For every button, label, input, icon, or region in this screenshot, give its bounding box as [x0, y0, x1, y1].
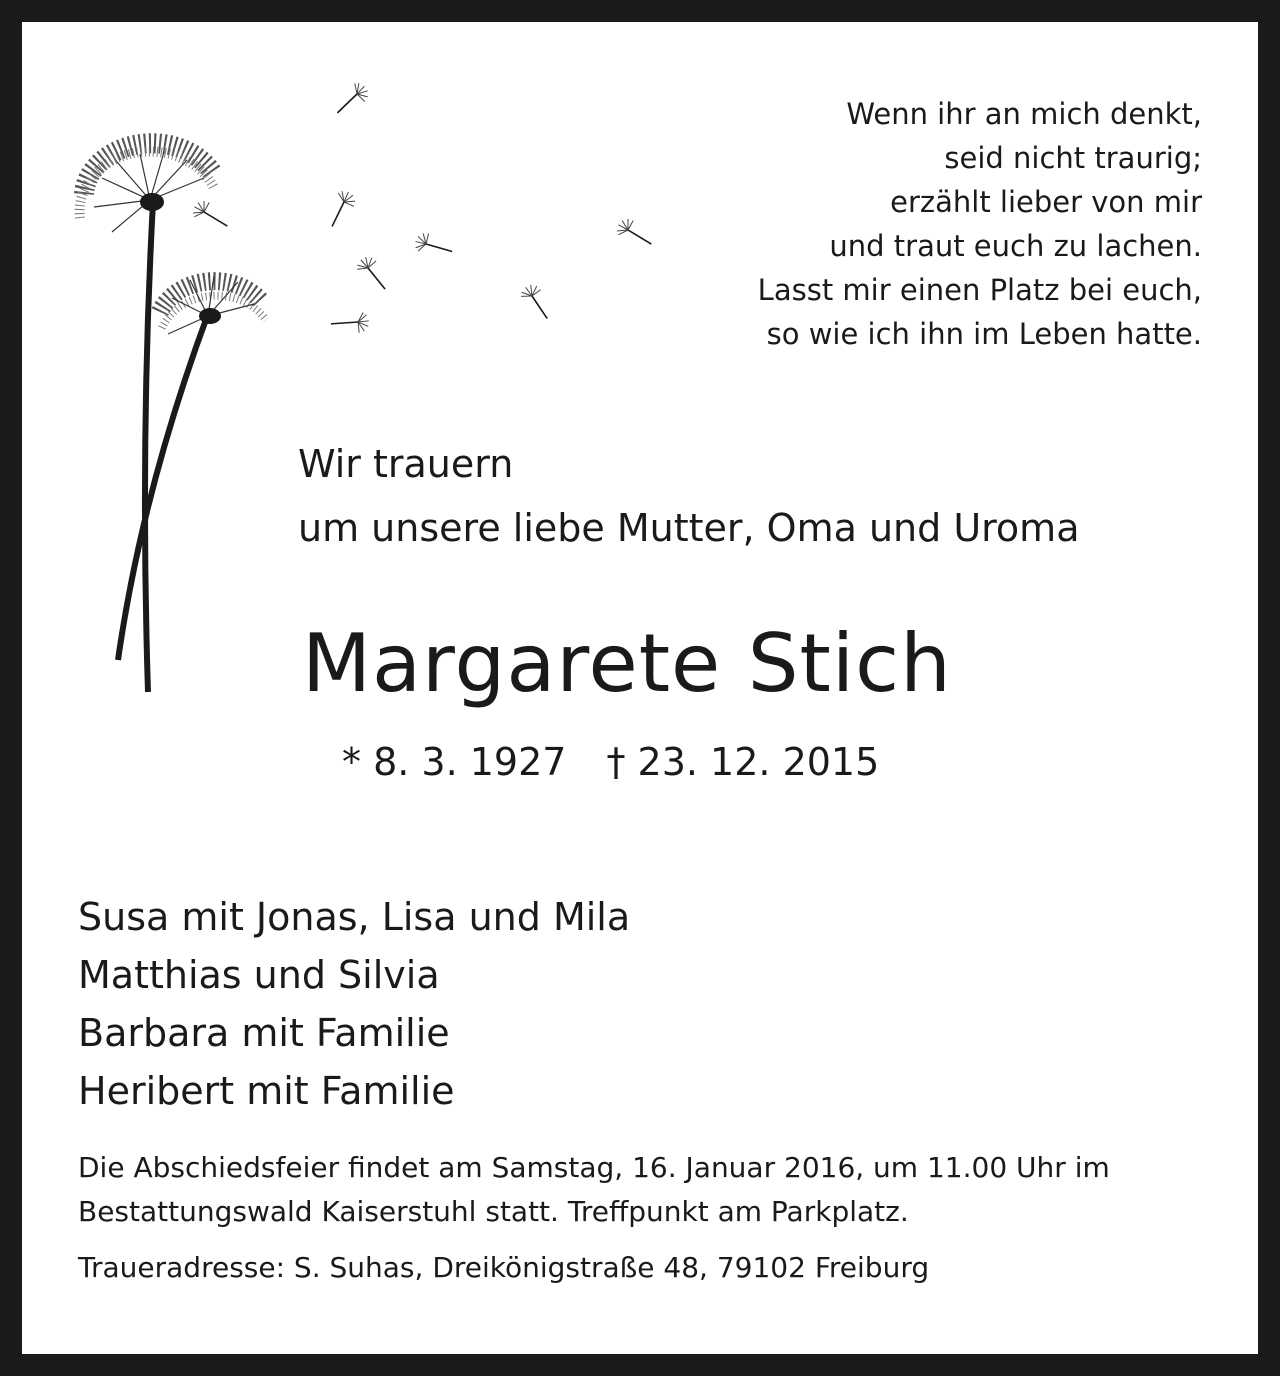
intro-line: um unsere liebe Mutter, Oma und Uroma: [298, 506, 1080, 550]
life-dates: [342, 736, 879, 788]
poem-line: erzählt lieber von mir: [890, 185, 1202, 219]
ceremony-notice: [78, 1146, 1208, 1234]
mourner-line: Susa mit Jonas, Lisa und Mila: [78, 895, 631, 939]
mourner-line: Matthias und Silvia: [78, 953, 440, 997]
poem-line: so wie ich ihn im Leben hatte.: [766, 317, 1202, 351]
poem: [758, 92, 1202, 356]
poem-line: und traut euch zu lachen.: [829, 229, 1202, 263]
notice-line: Die Abschiedsfeier findet am Samstag, 16. Januar 2016, um 11.00 Uhr im: [78, 1151, 1110, 1184]
dandelion-icon: [80, 143, 214, 232]
obituary-notice: [22, 22, 1258, 1354]
dandelion-icon: [160, 276, 266, 334]
birth-date: * 8. 3. 1927: [342, 740, 567, 784]
deceased-name: Margarete Stich: [302, 617, 952, 710]
mourning-address: Traueradresse: S. Suhas, Dreikönigstraße 48, 79102 Freiburg: [78, 1251, 930, 1284]
mourner-line: Barbara mit Familie: [78, 1011, 450, 1055]
poem-line: seid nicht traurig;: [944, 141, 1202, 175]
dandelion-seed-icon: [192, 80, 651, 344]
poem-line: Lasst mir einen Platz bei euch,: [757, 273, 1202, 307]
notice-line: Bestattungswald Kaiserstuhl statt. Treffpunkt am Parkplatz.: [78, 1195, 909, 1228]
poem-line: Wenn ihr an mich denkt,: [846, 97, 1202, 131]
death-date: † 23. 12. 2015: [606, 740, 880, 784]
intro-line: Wir trauern: [298, 442, 514, 486]
mourners-list: [78, 888, 630, 1120]
mourning-intro: [298, 432, 1080, 560]
mourner-line: Heribert mit Familie: [78, 1069, 455, 1113]
